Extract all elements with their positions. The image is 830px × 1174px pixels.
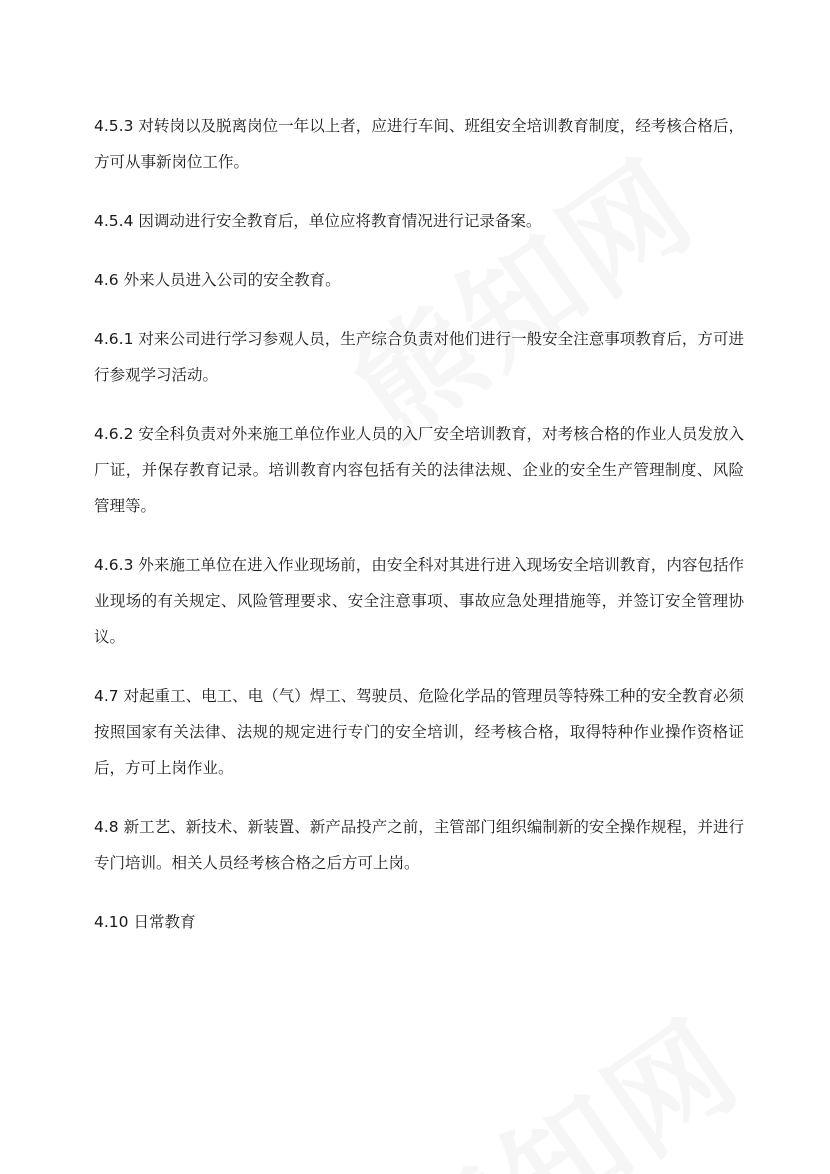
paragraph-4-6: 4.6 外来人员进入公司的安全教育。 xyxy=(94,271,341,289)
paragraph-4-6-1: 4.6.1 对来公司进行学习参观人员，生产综合负责对他们进行一般安全注意事项教育后，方可进行参观学习活动。 xyxy=(94,330,744,384)
paragraph-4-8: 4.8 新工艺、新技术、新装置、新产品投产之前，主管部门组织编制新的安全操作规程，并进行专门培训。相关人员经考核合格之后方可上岗。 xyxy=(94,818,744,872)
paragraph-4-5-3: 4.5.3 对转岗以及脱离岗位一年以上者，应进行车间、班组安全培训教育制度，经考核合格后，方可从事新岗位工作。 xyxy=(94,117,744,171)
paragraph-4-5-4: 4.5.4 因调动进行安全教育后，单位应将教育情况进行记录备案。 xyxy=(94,212,542,230)
paragraph-4-6-2: 4.6.2 安全科负责对外来施工单位作业人员的入厂安全培训教育，对考核合格的作业人员发放入厂证，并保存教育记录。培训教育内容包括有关的法律法规、企业的安全生产管理制度、风险管理等。 xyxy=(94,425,744,515)
watermark-lower xyxy=(360,973,768,1174)
paragraph-4-6-3: 4.6.3 外来施工单位在进入作业现场前，由安全科对其进行进入现场安全培训教育，内容包括作业现场的有关规定、风险管理要求、安全注意事项、事故应急处理措施等，并签订安全管理协议。 xyxy=(94,556,744,646)
paragraph-4-7: 4.7 对起重工、电工、电（气）焊工、驾驶员、危险化学品的管理员等特殊工种的安全教育必须按照国家有关法律、法规的规定进行专门的安全培训，经考核合格，取得特种作业操作资格证后，方可上岗作业。 xyxy=(94,687,744,777)
paragraph-4-10: 4.10 日常教育 xyxy=(94,913,196,931)
document-body xyxy=(94,108,744,963)
